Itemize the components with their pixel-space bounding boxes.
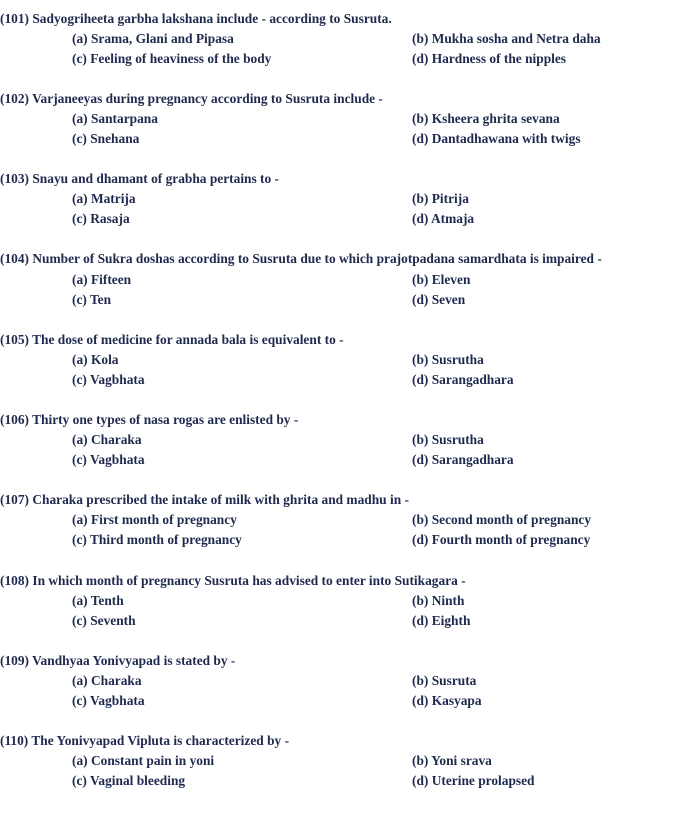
option-b: (b) Second month of pregnancy xyxy=(412,512,592,527)
option-d: (d) Kasyapa xyxy=(412,693,482,708)
option-b: (b) Yoni srava xyxy=(412,753,492,768)
option-b: (b) Pitrija xyxy=(412,191,469,206)
option-a: (a) Fifteen xyxy=(72,272,132,287)
question-text: (110) The Yonivyapad Vipluta is characterized by - xyxy=(0,733,290,748)
question-text: (108) In which month of pregnancy Susruta has advised to enter into Sutikagara - xyxy=(0,573,466,588)
option-a: (a) Charaka xyxy=(72,432,142,447)
option-c: (c) Vaginal bleeding xyxy=(72,773,186,788)
option-b: (b) Ninth xyxy=(412,593,465,608)
option-a: (a) Constant pain in yoni xyxy=(72,753,215,768)
option-a: (a) Charaka xyxy=(72,673,142,688)
option-c: (c) Vagbhata xyxy=(72,372,145,387)
option-a: (a) First month of pregnancy xyxy=(72,512,237,527)
option-d: (d) Uterine prolapsed xyxy=(412,773,535,788)
option-a: (a) Tenth xyxy=(72,593,124,608)
option-a: (a) Matrija xyxy=(72,191,136,206)
option-a: (a) Kola xyxy=(72,352,119,367)
option-c: (c) Third month of pregnancy xyxy=(72,532,242,547)
option-c: (c) Snehana xyxy=(72,131,140,146)
question-text: (102) Varjaneeyas during pregnancy according to Susruta include - xyxy=(0,91,383,106)
question-text: (104) Number of Sukra doshas according to Susruta due to which prajotpadana samardhata is impaired - xyxy=(0,251,602,266)
question-text: (109) Vandhyaa Yonivyapad is stated by - xyxy=(0,653,236,668)
option-d: (d) Sarangadhara xyxy=(412,452,514,467)
option-b: (b) Susruta xyxy=(412,673,477,688)
option-b: (b) Susrutha xyxy=(412,352,484,367)
option-b: (b) Mukha sosha and Netra daha xyxy=(412,31,601,46)
question-text: (101) Sadyogriheeta garbha lakshana include - according to Susruta. xyxy=(0,11,392,26)
option-c: (c) Rasaja xyxy=(72,211,130,226)
question-text: (103) Snayu and dhamant of grabha pertains to - xyxy=(0,171,280,186)
option-b: (b) Eleven xyxy=(412,272,471,287)
option-c: (c) Seventh xyxy=(72,613,136,628)
option-c: (c) Ten xyxy=(72,292,112,307)
option-c: (c) Vagbhata xyxy=(72,693,145,708)
option-b: (b) Susrutha xyxy=(412,432,484,447)
option-d: (d) Seven xyxy=(412,292,466,307)
option-d: (d) Dantadhawana with twigs xyxy=(412,131,581,146)
option-c: (c) Feeling of heaviness of the body xyxy=(72,51,272,66)
option-a: (a) Srama, Glani and Pipasa xyxy=(72,31,234,46)
option-d: (d) Fourth month of pregnancy xyxy=(412,532,591,547)
option-a: (a) Santarpana xyxy=(72,111,158,126)
question-text: (106) Thirty one types of nasa rogas are enlisted by - xyxy=(0,412,299,427)
option-d: (d) Hardness of the nipples xyxy=(412,51,567,66)
option-b: (b) Ksheera ghrita sevana xyxy=(412,111,560,126)
option-d: (d) Atmaja xyxy=(412,211,475,226)
option-c: (c) Vagbhata xyxy=(72,452,145,467)
question-text: (107) Charaka prescribed the intake of milk with ghrita and madhu in - xyxy=(0,492,409,507)
option-d: (d) Sarangadhara xyxy=(412,372,514,387)
option-d: (d) Eighth xyxy=(412,613,471,628)
question-text: (105) The dose of medicine for annada bala is equivalent to - xyxy=(0,332,344,347)
